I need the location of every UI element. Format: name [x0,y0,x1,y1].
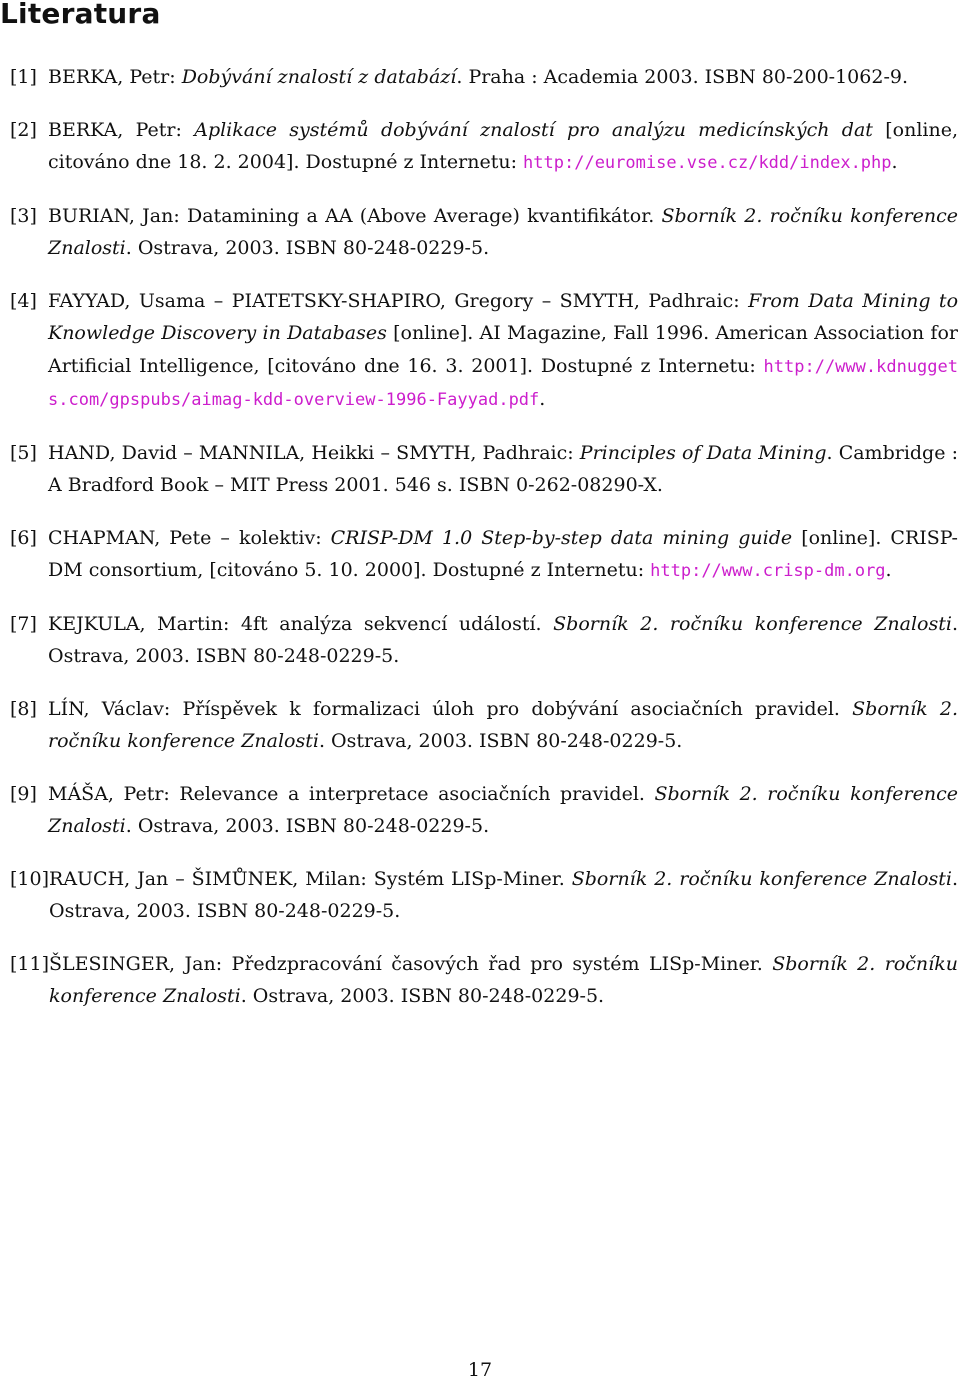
reference-tail: . [539,388,546,410]
reference-item [10,863,958,928]
reference-authors: HAND, David – MANNILA, Heikki – SMYTH, Padhraic: [48,441,580,464]
reference-item [10,522,958,588]
reference-title: Sborník 2. ročníku konference Znalosti [48,697,958,752]
reference-text [48,693,958,758]
reference-tail: . [885,559,892,581]
reference-item [10,437,958,502]
reference-authors: FAYYAD, Usama – PIATETSKY-SHAPIRO, Gregory – SMYTH, Padhraic: [48,289,749,312]
reference-label: [5] [10,441,37,464]
reference-authors: CHAPMAN, Pete – kolektiv: [48,526,331,549]
reference-item [10,285,958,417]
reference-tail: . [891,151,898,173]
page-number: 17 [467,1359,493,1381]
reference-title: Sborník 2. ročníku konference Znalosti [48,782,958,837]
reference-details: . Praha : Academia 2003. ISBN 80-200-1062-9. [456,66,908,88]
reference-title: Sborník 2. ročníku konference Znalosti [571,867,952,890]
reference-link[interactable]: http://www.crisp-dm.org [650,561,886,581]
reference-title: Sborník 2. ročníku konference Znalosti [49,952,958,1007]
reference-text [48,61,958,94]
reference-title: Aplikace systémů dobývání znalostí pro analýzu medicínských dat [194,118,873,141]
reference-title: Sborník 2. ročníku konference Znalosti [48,204,958,259]
reference-item [10,948,958,1013]
reference-label: [3] [10,204,37,227]
reference-list [10,61,958,1033]
reference-title: CRISP-DM 1.0 Step-by-step data mining guide [330,526,793,549]
reference-text [48,778,958,843]
reference-label: [9] [10,782,37,805]
reference-label: [11] [10,952,50,975]
reference-authors: KEJKULA, Martin: 4ft analýza sekvencí událostí. [48,612,554,635]
reference-authors: RAUCH, Jan – ŠIMŮNEK, Milan: Systém LISp-Miner. [49,867,572,890]
reference-label: [4] [10,289,37,312]
reference-title: From Data Mining to Knowledge Discovery in Databases [48,289,959,344]
reference-text [49,863,958,928]
reference-authors: BURIAN, Jan: Datamining a AA (Above Average) kvantifikátor. [48,204,662,227]
reference-details: . Ostrava, 2003. ISBN 80-248-0229-5. [49,867,958,922]
reference-item [10,200,958,265]
reference-details: . Ostrava, 2003. ISBN 80-248-0229-5. [48,612,958,667]
reference-item [10,608,958,673]
reference-details: [online]. AI Magazine, Fall 1996. American Association for Artificial Intelligence, [citováno dne 16. 3. 2001]. Dostupné z Internetu: [48,322,958,377]
reference-details: . Ostrava, 2003. ISBN 80-248-0229-5. [125,237,490,259]
reference-link[interactable]: http://www.kdnuggets.com/gpspubs/aimag-kdd-overview-1996-Fayyad.pdf [48,356,958,410]
reference-details: . Cambridge : A Bradford Book – MIT Press 2001. 546 s. ISBN 0-262-08290-X. [48,441,958,496]
reference-authors: LÍN, Václav: Příspěvek k formalizaci úloh pro dobývání asociačních pravidel. [48,697,853,720]
reference-authors: MÁŠA, Petr: Relevance a interpretace asociačních pravidel. [48,782,655,805]
page-title: Literatura [0,0,161,30]
reference-label: [6] [10,526,37,549]
reference-text [48,437,958,502]
reference-label: [1] [10,66,37,88]
reference-item [10,61,958,94]
reference-details: . Ostrava, 2003. ISBN 80-248-0229-5. [318,730,683,752]
reference-text [49,948,958,1013]
reference-text [48,522,958,588]
reference-authors: BERKA, Petr: [48,118,195,141]
reference-details: [online, citováno dne 18. 2. 2004]. Dostupné z Internetu: [48,118,958,173]
reference-label: [8] [10,697,37,720]
reference-details: [online]. CRISP-DM consortium, [citováno 5. 10. 2000]. Dostupné z Internetu: [48,526,958,581]
reference-authors: BERKA, Petr: [48,66,182,88]
reference-label: [7] [10,612,37,635]
reference-text [48,114,958,180]
reference-label: [10] [10,867,50,890]
reference-item [10,693,958,758]
reference-title: Dobývání znalostí z databází [181,66,457,88]
reference-details: . Ostrava, 2003. ISBN 80-248-0229-5. [240,985,605,1007]
reference-text [48,285,958,417]
reference-item [10,114,958,180]
reference-item [10,778,958,843]
reference-label: [2] [10,118,37,141]
reference-link[interactable]: http://euromise.vse.cz/kdd/index.php [523,153,892,173]
reference-details: . Ostrava, 2003. ISBN 80-248-0229-5. [125,815,490,837]
reference-title: Sborník 2. ročníku konference Znalosti [553,612,952,635]
reference-title: Principles of Data Mining [579,441,827,464]
reference-text [48,608,958,673]
reference-authors: ŠLESINGER, Jan: Předzpracování časových řad pro systém LISp-Miner. [49,952,773,975]
reference-text [48,200,958,265]
